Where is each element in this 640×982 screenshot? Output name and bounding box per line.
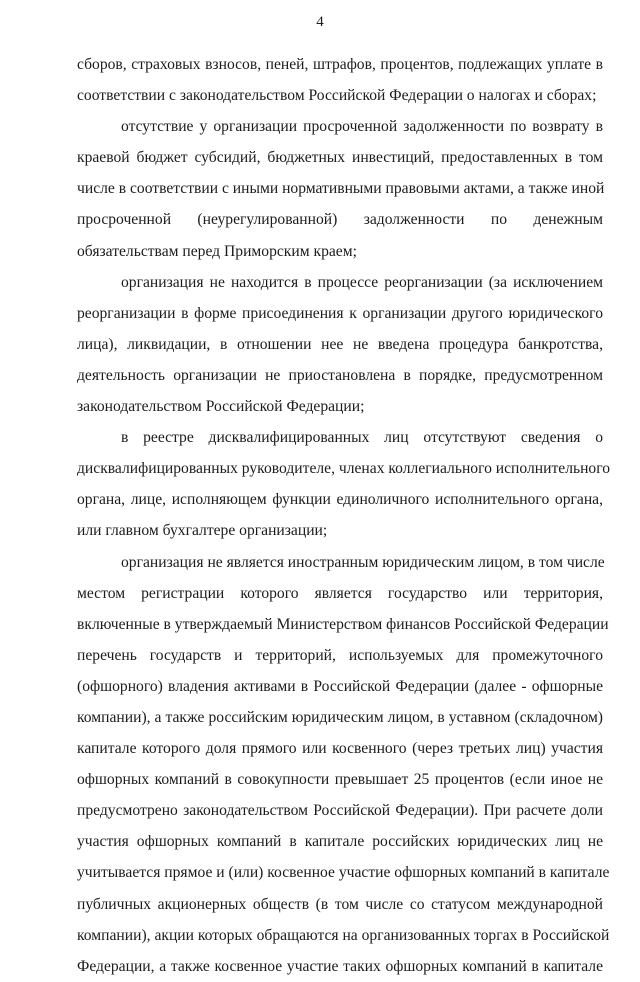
text-line: Федерации, а также косвенное участие таких офшорных компаний в капитале (77, 957, 603, 975)
paragraph-no-debt (77, 111, 603, 266)
text-line: в реестре дисквалифицированных лиц отсутствуют сведения о (121, 429, 603, 447)
text-line: компании), акции которых обращаются на организованных торгах в Российской (77, 926, 610, 944)
text-line: участия офшорных компаний в капитале российских юридических лиц не (77, 833, 603, 851)
text-line: местом регистрации которого является государство или территория, (77, 584, 603, 602)
text-line: обязательствам перед Приморским краем; (77, 242, 357, 260)
paragraph-continuation (77, 49, 603, 111)
text-line: краевой бюджет субсидий, бюджетных инвестиций, предоставленных в том (77, 149, 603, 167)
text-line: офшорных компаний в совокупности превышает 25 процентов (если иное не (77, 771, 603, 789)
text-line: включенные в утверждаемый Министерством финансов Российской Федерации (77, 615, 609, 633)
text-line: капитале которого доля прямого или косвенного (через третьих лиц) участия (77, 740, 603, 758)
text-line: сборов, страховых взносов, пеней, штрафов, процентов, подлежащих уплате в (77, 56, 603, 73)
text-line: соответствии с законодательством Российской Федерации о налогах и сборах; (77, 87, 597, 105)
paragraph-offshore (77, 547, 610, 982)
text-line: реорганизации в форме присоединения к организации другого юридического (77, 304, 603, 322)
page-number: 4 (316, 14, 324, 30)
text-line: перечень государств и территорий, используемых для промежуточного (77, 646, 603, 664)
text-line: отсутствие у организации просроченной задолженности по возврату в (121, 118, 603, 136)
text-line: просроченной (неурегулированной) задолженности по денежным (77, 211, 603, 229)
text-line: органа, лице, исполняющем функции единоличного исполнительного органа, (77, 491, 603, 509)
text-line: организация не является иностранным юридическим лицом, в том числе (121, 553, 605, 571)
text-line: компании), а также российским юридическим лицом, в уставном (складочном) (77, 708, 603, 726)
document-body (77, 49, 611, 982)
paragraph-disqualified-persons (77, 422, 611, 546)
text-line: законодательством Российской Федерации; (77, 398, 365, 416)
text-line: числе в соответствии с иными нормативными правовыми актами, а также иной (77, 180, 605, 198)
text-line: публичных акционерных обществ (в том числе со статусом международной (77, 895, 603, 913)
text-line: деятельность организации не приостановлена в порядке, предусмотренном (77, 366, 603, 384)
text-line: лица), ликвидации, в отношении нее не введена процедура банкротства, (77, 335, 603, 353)
text-line: дисквалифицированных руководителе, членах коллегиального исполнительного (77, 460, 611, 478)
text-line: (офшорного) владения активами в Российской Федерации (далее - офшорные (77, 677, 603, 695)
text-line: предусмотрено законодательством Российской Федерации). При расчете доли (77, 802, 603, 820)
text-line: или главном бухгалтере организации; (77, 522, 328, 540)
text-line: организация не находится в процессе реорганизации (за исключением (121, 273, 603, 291)
text-line: учитывается прямое и (или) косвенное участие офшорных компаний в капитале (77, 864, 610, 882)
paragraph-no-reorganization (77, 267, 603, 422)
